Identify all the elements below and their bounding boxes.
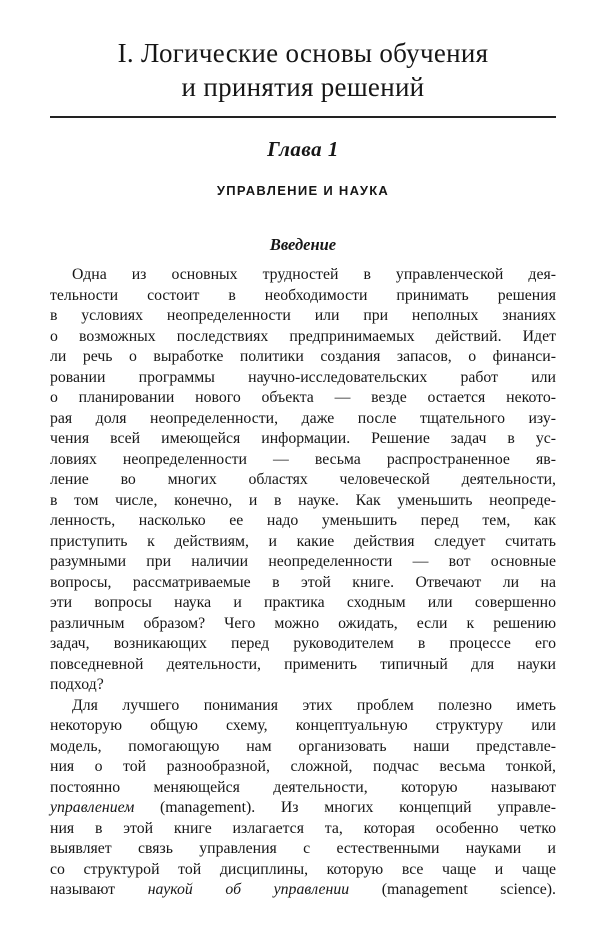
title-divider: [50, 116, 556, 118]
text-line: ровании программы научно-исследовательских работ или: [50, 368, 556, 386]
part-title: [50, 36, 556, 104]
chapter-heading: Глава 1: [267, 137, 339, 161]
paragraph-2: [50, 696, 556, 901]
text-line: о планировании нового объекта — везде остается некото-: [50, 389, 556, 406]
section-heading: Введение: [269, 235, 337, 254]
body-text: [50, 265, 556, 901]
text-line: выявляет связь управления с естественными науками и: [50, 840, 556, 857]
text-line: со структурой той дисциплины, которую все чаще и чаще: [50, 860, 556, 878]
text-line: ния в этой книге излагается та, которая особенно четко: [50, 819, 556, 837]
text-line: приступить к действиям, и какие действия следует считать: [50, 532, 556, 550]
text-line: ния о той разнообразной, сложной, подчас весьма тонкой,: [50, 758, 556, 775]
text-line: тельности состоит в необходимости принимать решения: [50, 286, 556, 304]
text-line: модель, помогающую нам организовать наши представле-: [50, 737, 556, 755]
text-line: эти вопросы наука и практика сходным или совершенно: [50, 594, 556, 611]
text-line: ление во многих областях человеческой деятельности,: [50, 471, 556, 488]
term-management-science: наукой об управлении: [147, 881, 350, 898]
text-line: о возможных последствиях предпринимаемых действий. Идет: [50, 327, 556, 345]
text-line: Одна из основных трудностей в управленческой дея-: [72, 266, 556, 283]
text-fragment: (management science).: [349, 881, 556, 898]
text-line: подход?: [50, 676, 104, 693]
text-line: задач, возникающих перед руководителем в процессе его: [50, 635, 556, 652]
text-line: в том числе, конечно, и в науке. Как уменьшить неопреде-: [50, 491, 556, 509]
chapter-title: УПРАВЛЕНИЕ И НАУКА: [216, 183, 390, 198]
text-line: [50, 798, 556, 819]
text-line: различным образом? Чего можно ожидать, если к решению: [50, 614, 556, 632]
paragraph-1: [50, 265, 556, 696]
text-line: в условиях неопределенности или при неполных знаниях: [50, 307, 556, 324]
text-line: вопросы, рассматриваемые в этой книге. Отвечают ли на: [50, 573, 556, 591]
text-line: ленность, насколько ее надо уменьшить перед тем, как: [50, 512, 556, 529]
part-title-line-1: I. Логические основы обучения: [117, 38, 489, 68]
text-line: Для лучшего понимания этих проблем полезно иметь: [72, 696, 556, 714]
term-management: управлением: [50, 799, 135, 816]
text-fragment: называют: [50, 881, 148, 898]
text-fragment: (management). Из многих концепций управле-: [134, 799, 556, 816]
text-line: ловиях неопределенности — весьма распространенное яв-: [50, 450, 556, 468]
text-line: повседневной деятельности, применить типичный для науки: [50, 655, 556, 673]
text-line: постоянно меняющейся деятельности, которую называют: [50, 778, 556, 796]
text-line: разумными при наличии неопределенности — вот основные: [50, 553, 556, 570]
part-title-line-2: и принятия решений: [181, 72, 425, 102]
text-line: некоторую общую схему, концептуальную структуру или: [50, 717, 556, 734]
text-line: рая доля неопределенности, даже после тщательного изу-: [50, 409, 556, 427]
text-line: чения всей имеющейся информации. Решение задач в ус-: [50, 430, 556, 447]
text-line: [50, 880, 556, 901]
text-line: ли речь о выработке политики создания запасов, о финанси-: [50, 348, 556, 365]
